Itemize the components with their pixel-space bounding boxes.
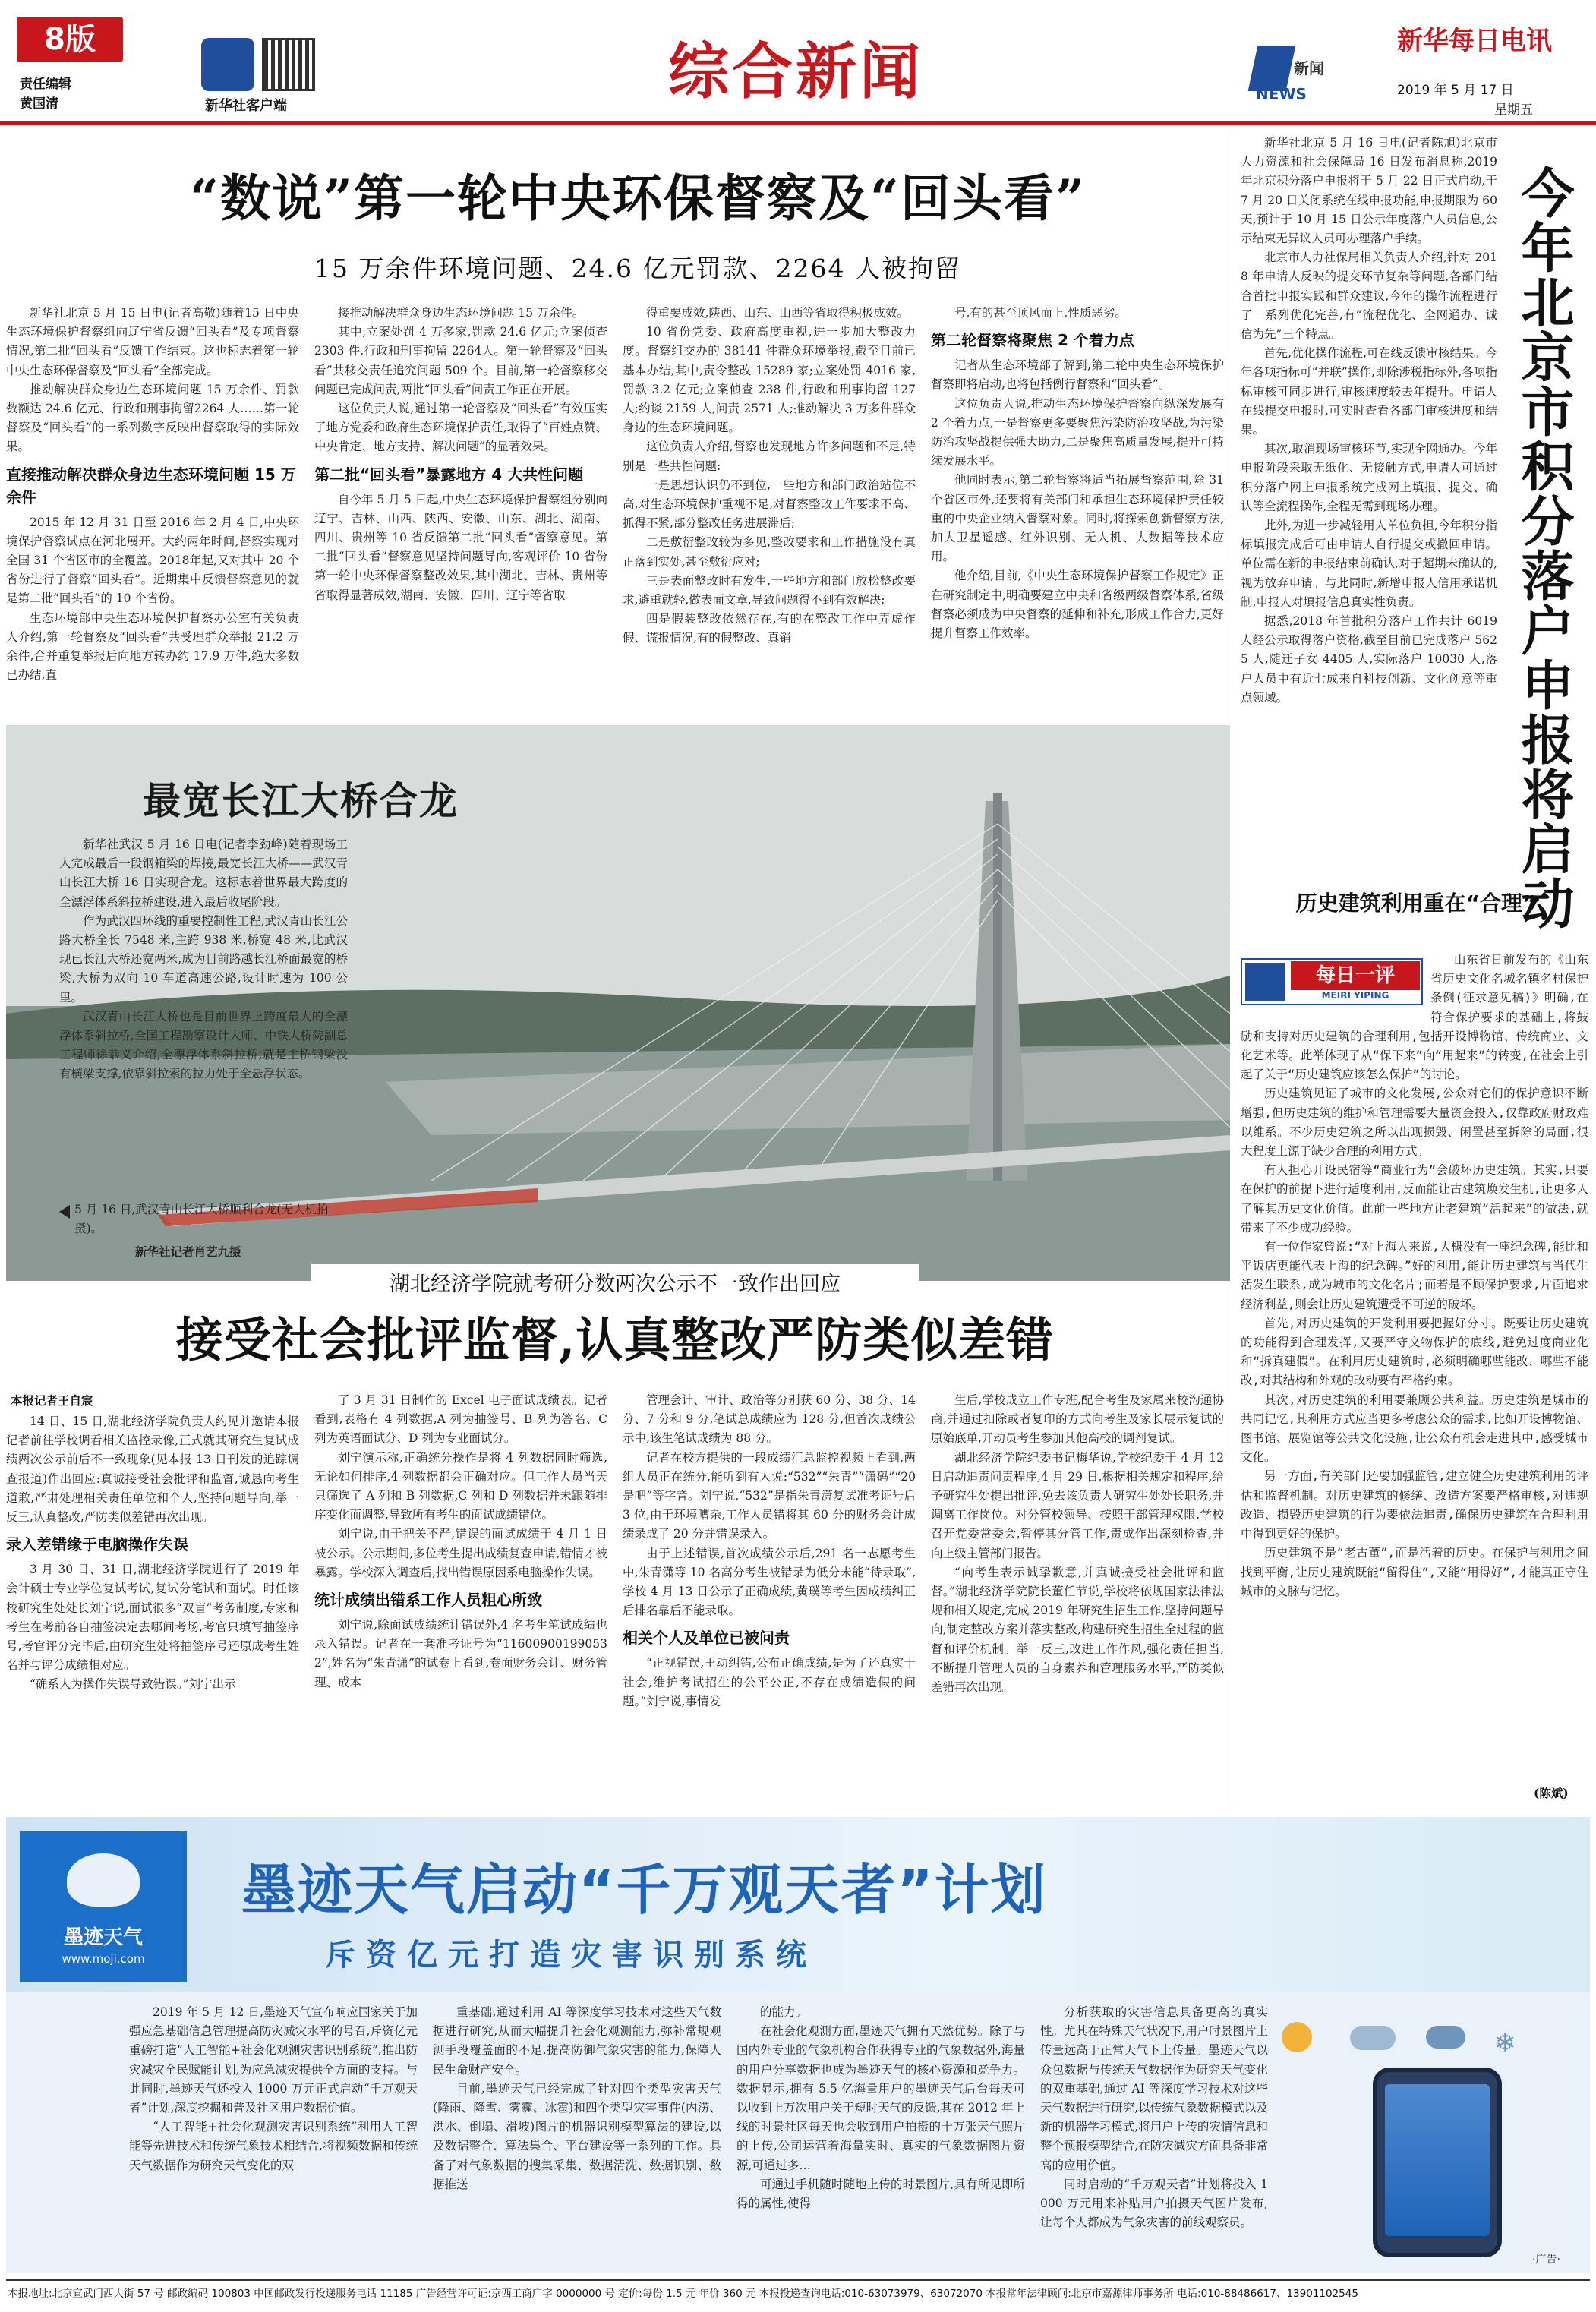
ad-col3-paras xyxy=(736,2003,1025,2213)
lead-subhead: 15 万余件环境问题、24.6 亿元罚款、2264 人被拘留 xyxy=(314,254,961,283)
ad-subhead: 斥资亿元打造灾害识别系统 xyxy=(325,1938,817,1973)
section-title: 综合新闻 xyxy=(668,36,923,107)
ad-headline: 墨迹天气启动“千万观天者”计划 xyxy=(241,1858,1047,1922)
paragraph: 有人担心开设民宿等“商业行为”会破坏历史建筑。其实,只要在保护的前提下进行适度利用,反而能让古建筑焕发生机,让更多人了解其历史文化价值。此前一些地方让老建筑“活起来”的做法,就带来了不少成功经验。 xyxy=(1241,1163,1588,1235)
paragraph: 北京市人力社保局相关负责人介绍,针对 2018 年申请人反映的提交环节复杂等问题,各部门结合首批申报实践和群众建议,今年的操作流程进行了一系列优化完善,有“流程优化、全网通办、诚信为先”三个特点。 xyxy=(1241,251,1497,342)
footer-text: 本报地址:北京宣武门西大街 57 号 邮政编码 100803 中国邮政发行投递服务电话 11185 广告经营许可证:京西工商广字 0000000 号 定价:每份 1.5 元 年价 360 元 本报投递查询电话:010-63073979、63072070 本报常年法律顾问:北京市嘉源律师事务所 电话:010-88486617、13901102545 xyxy=(8,2288,1358,2300)
paragraph: 接推动解决群众身边生态环境问题 15 万余件。 xyxy=(338,306,585,320)
paragraph: 目前,墨迹天气已经完成了针对四个类型灾害天气(降雨、降雪、雾霾、冰雹)和四个类型灾害事件(内涝、洪水、倒塌、滑坡)图片的机器识别模型算法的建设,以及数据整合、算法集合、平台建设等一系列的工作。具备了对气象数据的搜集采集、数据清洗、数据识别、数据推送 xyxy=(433,2081,721,2191)
paragraph: 作为武汉四环线的重要控制性工程,武汉青山长江公路大桥全长 7548 米,主跨 938 米,桥宽 48 米,比武汉现已长江大桥还宽两米,成为目前路越长江桥面最宽的桥梁,大桥为双向 10 车道高速公路,设计时速为 100 公里。 xyxy=(59,913,348,1005)
bridge-text-box xyxy=(59,835,348,1184)
page-number: 8版 xyxy=(44,22,96,57)
paragraph: 的能力。 xyxy=(760,2005,808,2019)
paragraph: 二是敷衍整改较为多见,整改要求和工作措施没有真正落到实处,甚至敷衍应对; xyxy=(623,535,916,569)
ad-col4-paras xyxy=(1040,2003,1268,2232)
comment-badge-pinyin: MEIRI YIPING xyxy=(1321,990,1389,1001)
paragraph: 推动解决群众身边生态环境问题 15 万余件、罚款数额达 24.6 亿元、行政和刑事拘留2264 人……第一轮督察及“回头看”的一系列数字反映出督察取得的实际效果。 xyxy=(6,382,299,454)
sidebar-story-title: 今年北京市积分落户申报将启动 xyxy=(1512,166,1575,931)
bridge-photo-credit: 新华社记者肖艺九摄 xyxy=(135,1245,241,1259)
paragraph: 另一方面,有关部门还要加强监管,建立健全历史建筑利用的评估和监督机制。对历史建筑的修缮、改造方案要严格审核,对违规改造、损毁历史建筑的行为要依法追责,确保历史建筑在合理利用中得到更好的保护。 xyxy=(1241,1469,1588,1541)
lead-column-4 xyxy=(931,304,1224,714)
paragraph: 四是假装整改依然存在,有的在整改工作中弄虚作假、谎报情况,有的假整改、真销 xyxy=(623,612,916,645)
paragraph: 在社会化观测方面,墨迹天气拥有天然优势。除了与国内外专业的气象机构合作获得专业的气象数据外,海量的用户分享数据也成为墨迹天气的核心资源和竞争力。数据显示,拥有 5.5 亿海量用户的墨迹天气后台每天可以收到上万次用户关于短时天气的反馈,其在 2012 年上线的时景社区每天也会收到用户拍摄的十万张天气照片的上传,公司运营着海量实时、真实的气象数据图片资源,可通过多… xyxy=(736,2024,1025,2172)
rain-icon xyxy=(1426,2026,1465,2049)
paragraph: 历史建筑见证了城市的文化发展,公众对它们的保护意识不断增强,但历史建筑的维护和管理需要大量资金投入,仅靠政府财政难以维系。不少历史建筑之所以出现损毁、闲置甚至拆除的局面,很大程度上源于缺少合理的利用方式。 xyxy=(1241,1087,1588,1159)
client-app-icon xyxy=(201,38,254,91)
paragraph: 武汉青山长江大桥也是目前世界上跨度最大的全漂浮体系斜拉桥,全国工程勘察设计大师、中铁大桥院副总工程师徐恭义介绍,全漂浮体系斜拉桥,就是主桥钢梁没有横梁支撑,依靠斜拉索的拉力处于全悬浮状态。 xyxy=(59,1009,348,1081)
paragraph: 14 日、15 日,湖北经济学院负责人约见并邀请本报记者前往学校调看相关监控录像,正式就其研究生复试成绩两次公示前后不一致现象(见本报 13 日刊发的追踪调查报道)作出回应:真诚接受社会批评和监督,诚恳向考生道歉,严肃处理相关责任单位和个人,坚持问题导向,举一反三,认真整改,严防类似差错再次出现。 xyxy=(6,1415,299,1525)
paragraph: 此外,为进一步减轻用人单位负担,今年积分指标填报完成后可由申请人自行提交或撤回申请。单位需在新的申报结束前确认,对于超期未确认的,视为放弃申请。与此同时,新增申报人信用承诺机制,申报人对填报信息真实性负责。 xyxy=(1241,519,1497,609)
comment-float-spacer xyxy=(1241,951,1430,1019)
paragraph: 了 3 月 31 日制作的 Excel 电子面试成绩表。记者看到,表格有 4 列数据,A 列为抽签号、B 列为答名、C 列为英语面试分、D 列为专业面试分。 xyxy=(314,1393,607,1446)
comment-badge-text: 每日一评 xyxy=(1291,961,1420,990)
bridge-title: 最宽长江大桥合龙 xyxy=(143,778,459,823)
subhead: 第二批“回头看”暴露地方 4 大共性问题 xyxy=(314,465,584,484)
subhead: 统计成绩出错系工作人员粗心所致 xyxy=(314,1591,542,1610)
hubei-column-3 xyxy=(623,1391,916,1801)
ad-column-2 xyxy=(433,2003,721,2265)
issue-date: 2019 年 5 月 17 日 xyxy=(1397,83,1514,98)
hubei-column-2 xyxy=(314,1391,607,1801)
editor-name: 黄国清 xyxy=(20,96,58,112)
paragraph: 其次,对历史建筑的利用要兼顾公共利益。历史建筑是城市的共同记忆,其利用方式应当更多考虑公众的需求,比如开设博物馆、图书馆、展览馆等公共文化设施,让公众有机会走进其中,感受城市文化。 xyxy=(1241,1393,1588,1465)
paragraph: 2015 年 12 月 31 日至 2016 年 2 月 4 日,中央环境保护督察试点在河北展开。大约两年时间,督察实现对全国 31 个省区市的全覆盖。2018年起,又对其中 20 个省份进行了督察“回头看”。近期集中反馈督察意见的就是第二批“回头看”的 10 个省份。 xyxy=(6,515,299,606)
cloud-icon xyxy=(1350,2026,1396,2050)
ad-phone-illustration xyxy=(1373,2068,1502,2257)
paragraph: 其中,立案处罚 4 万多家,罚款 24.6 亿元;立案侦查 2303 件,行政和刑事拘留 2264人。第一轮督察及“回头看”共移交责任追究问题 509 个。目前,第一轮督察移交问题已完成问责,两批“回头看”问责工作正在开展。 xyxy=(314,325,607,396)
paragraph: 有一位作家曾说:“对上海人来说,大概没有一座纪念碑,能比和平饭店更能代表上海的纪念碑。”好的利用,能让历史建筑与当代生活发生联系,成为城市的文化名片;而若是不顾保护要求,片面追求经济利益,则会让历史建筑遭受不可逆的破坏。 xyxy=(1241,1240,1588,1311)
paragraph: 首先,对历史建筑的开发利用要把握好分寸。既要让历史建筑的功能得到合理发挥,又要严守文物保护的底线,避免过度商业化和“拆真建假”。在利用历史建筑时,必须明确哪些能改、哪些不能改,对其结构和外观的改动要有严格约束。 xyxy=(1241,1316,1588,1388)
paragraph: 记者在校方提供的一段成绩汇总监控视频上看到,两组人员正在统分,能听到有人说:“532”“朱青”“潇码”“20 是吧”等字音。刘宁说,“532”是指朱青潇复试准考证号后 3 位,由于环境嘈杂,工作人员错将其 60 分的财务会计成绩录成了 20 分并错误录入。 xyxy=(623,1450,916,1541)
paragraph: 得重要成效,陕西、山东、山西等省取得积极成效。 xyxy=(646,306,909,320)
ad-logo-icon xyxy=(67,1853,140,1907)
paragraph: 2019 年 5 月 12 日,墨迹天气宣布响应国家关于加强应急基础信息管理提高防灾减灾水平的号召,斥资亿元重磅打造“人工智能+社会化观测灾害识别系统”,推出防灾减灾全民赋能计划,为应急减灾提供全方面的支持。与此同时,墨迹天气还投入 1000 万元正式启动“千万观天者”计划,深度挖掘和普及社区用户数据价值。 xyxy=(129,2005,418,2115)
hubei-byline: 本报记者王自宸 xyxy=(11,1394,93,1408)
sidebar-story-paras xyxy=(1241,134,1497,708)
snow-icon: ❄ xyxy=(1494,2028,1516,2058)
issue-weekday: 星期五 xyxy=(1494,103,1533,118)
subhead: 录入差错缘于电脑操作失误 xyxy=(6,1535,188,1554)
news-logo-icon xyxy=(1253,46,1325,106)
hubei-headline: 接受社会批评监督,认真整改严防类似差错 xyxy=(175,1312,1055,1367)
paragraph: 可通过手机随时随地上传的时景图片,具有所见即所得的属性,使得 xyxy=(736,2177,1025,2211)
paragraph: 刘宁演示称,正确统分操作是将 4 列数据同时筛选,无论如何排序,4 列数据都会正确对应。但工作人员当天只筛选了 A 列和 B 列数据,C 列和 D 列数据并未跟随排序变化而调整,导致所有考生的面试成绩错位。 xyxy=(314,1450,607,1522)
subhead: 直接推动解决群众身边生态环境问题 15 万余件 xyxy=(6,465,296,506)
paragraph: 新华社武汉 5 月 16 日电(记者李劲峰)随着现场工人完成最后一段钢箱梁的焊接,最宽长江大桥——武汉青山长江大桥 16 日实现合龙。这标志着世界最大跨度的全漂浮体系斜拉桥建设,进入最后收尾阶段。 xyxy=(59,837,348,909)
paragraph: “确系人为操作失误导致错误。”刘宁出示 xyxy=(30,1677,236,1692)
paragraph: 生后,学校成立工作专班,配合考生及家属来校沟通协商,并通过扣除或者复印的方式向考生及家长展示复试的原始底单,开动员考生参加其他高校的调剂复试。 xyxy=(931,1393,1224,1446)
paragraph: 三是表面整改时有发生,一些地方和部门放松整改要求,避重就轻,做表面文章,导致问题得不到有效解决; xyxy=(623,573,916,607)
hubei-column-1 xyxy=(6,1412,299,1799)
paragraph: 这位负责人说,推动生态环境保护督察向纵深发展有 2 个着力点,一是督察更多要聚焦污染防治攻坚战,为污染防治攻坚战提供强大助力,二是聚焦高质量发展,提升可持续发展水平。 xyxy=(931,396,1224,468)
paragraph: 历史建筑不是“老古董”,而是活着的历史。在保护与利用之间找到平衡,让历史建筑既能“留得住”,又能“用得好”,才能真正守住城市的文脉与记忆。 xyxy=(1241,1546,1588,1598)
paragraph: 3 月 30 日、31 日,湖北经济学院进行了 2019 年会计硕士专业学位复试考试,复试分笔试和面试。时任该校研究生处处长刘宁说,面试很多“双盲”考务制度,专家和考生在考前各自抽签决定去哪间考场,考官只填写抽签序号,考官评分完毕后,由研究生处将抽签序号还原成考生姓名并与评分成绩相对应。 xyxy=(6,1563,299,1673)
bridge-caption: 5 月 16 日,武汉青山长江大桥顺利合龙(无人机拍摄)。 xyxy=(74,1203,329,1235)
hubei-column-4 xyxy=(931,1391,1224,1801)
lead-column-3 xyxy=(623,304,916,714)
paragraph: 他同时表示,第二轮督察将适当拓展督察范围,除 31 个省区市外,还要将有关部门和承担生态环境保护责任较重的中央企业纳入督察对象。同时,将探索创新督察方法,加大卫星遥感、红外识别、无人机、大数据等技术应用。 xyxy=(931,473,1224,564)
ad-logo-text: 墨迹天气 xyxy=(63,1926,143,1949)
footer-rule xyxy=(6,2279,1590,2281)
subhead: 相关个人及单位已被问责 xyxy=(623,1629,790,1648)
paragraph: 新华社北京 5 月 15 日电(记者高敬)随着15 日中央生态环境保护督察组向辽宁省反馈“回头看”及专项督察情况,第二批“回头看”反馈工作结束。这也标志着第一轮中央生态环保督察及“回头看”全部完成。 xyxy=(6,306,299,377)
paper-name: 新华每日电讯 xyxy=(1397,26,1552,56)
paragraph: 湖北经济学院纪委书记梅华说,学校纪委于 4 月 12 日启动追责问责程序,4 月 29 日,根据相关规定和程序,给予研究生处提出批评,免去该负责人研究生处处长职务,并调离工作岗位。对分管校领导、按照干部管理权限,学校召开党委常委会,暂停其分管工作,责成作出深刻检查,并向上级主管部门报告。 xyxy=(931,1450,1224,1560)
paragraph: 这位负责人介绍,督察也发现地方许多问题和不足,特别是一些共性问题: xyxy=(623,440,916,473)
paragraph: 生态环境部中央生态环境保护督察办公室有关负责人介绍,第一轮督察及“回头看”共受理群众举报 21.2 万余件,合并重复举报后向地方转办约 17.9 万件,绝大多数已办结,直 xyxy=(6,610,299,683)
ad-logo-box xyxy=(20,1831,187,1982)
news-logo-text: NEWS xyxy=(1256,85,1307,103)
phone-screen xyxy=(1385,2084,1490,2236)
news-logo-n xyxy=(1248,46,1296,91)
ad-column-4 xyxy=(1040,2003,1268,2265)
paragraph: 记者从生态环境部了解到,第二轮中央生态环境保护督察即将启动,也将包括例行督察和“回头看”。 xyxy=(931,358,1224,392)
paragraph: 由于上述错误,首次成绩公示后,291 名一志愿考生中,朱青潇等 10 名高分考生被错录为低分未能“待录取”,学校 4 月 13 日公示了正确成绩,黄璞等考生因成绩纠正后排名靠后不能录取。 xyxy=(623,1546,916,1618)
editor-label: 责任编辑 xyxy=(20,77,71,92)
lead-column-1 xyxy=(6,304,299,714)
sidebar-story-body xyxy=(1241,134,1497,847)
paragraph: 这位负责人说,通过第一轮督察及“回头看”有效压实了地方党委和政府生态环境保护责任,取得了“百姓点赞、中央肯定、地方支持、解决问题”的显著效果。 xyxy=(314,402,607,454)
paragraph: 分析获取的灾害信息具备更高的真实性。尤其在特殊天气状况下,用户时景图片上传量远高于正常天气下上传量。墨迹天气以众包数据与传统天气数据作为研究天气变化的双重基础,通过 AI 等深度学习技术对这些天气数据进行研究,以传统气象数据模式以及新的机器学习模式,将用户上传的灾情信息和整个预报模型结合,在防灾减灾方面具备非常高的应用价值。 xyxy=(1040,2005,1268,2172)
ad-column-1 xyxy=(129,2003,418,2265)
comment-title: 历史建筑利用重在“合理” xyxy=(1295,891,1537,916)
paragraph: “人工智能+社会化观测灾害识别系统”利用人工智能等先进技术和传统气象技术相结合,将视频数据和传统天气数据作为研究天气变化的双 xyxy=(129,2120,418,2172)
paragraph: 据悉,2018 年首批积分落户工作共计 6019 人经公示取得落户资格,截至目前已完成落户 5625 人,随迁子女 4405 人,实际落户 10030 人,落户人员中有近七成来自科技创新、文化创意等重点领域。 xyxy=(1241,614,1497,705)
ad-block xyxy=(6,1817,1590,2273)
paragraph: 刘宁说,由于把关不严,错误的面试成绩于 4 月 1 日被公示。公示期间,多位考生提出成绩复查申请,错情才被暴露。学校深入调查后,找出错误原因系电脑操作失误。 xyxy=(314,1527,607,1579)
bridge-caption-marker-icon xyxy=(59,1205,70,1219)
lead-column-2 xyxy=(314,304,607,714)
ad-column-3 xyxy=(736,2003,1025,2265)
qr-code-icon xyxy=(262,38,315,91)
paragraph: 首先,优化操作流程,可在线反馈审核结果。今年各项指标可“并联”操作,即除涉税指标外,各项指标审核可同步进行,审核速度较去年提升。申请人在线提交申报时,可实时查看各部门审核进度和结果。 xyxy=(1241,346,1497,437)
paragraph: 其次,取消现场审核环节,实现全网通办。今年申报阶段采取无纸化、无接触方式,申请人可通过积分落户网上申报系统完成网上填报、提交、确认等全流程操作,全程无需到现场办理。 xyxy=(1241,442,1497,513)
comment-paras xyxy=(1241,951,1588,1601)
bridge-photo xyxy=(6,725,1230,1281)
ad-col2-paras xyxy=(433,2003,721,2194)
paragraph: 管理会计、审计、政治等分别获 60 分、38 分、14 分、7 分和 9 分,笔试总成绩应为 128 分,但首次成绩公示中,该生笔试成绩为 88 分。 xyxy=(623,1393,916,1446)
ad-tag: ·广告· xyxy=(1532,2254,1560,2266)
lead-headline: “数说”第一轮中央环保督察及“回头看” xyxy=(190,169,1086,228)
paragraph: 号,有的甚至顶风而上,性质恶劣。 xyxy=(954,306,1127,320)
paragraph: 他介绍,目前,《中央生态环境保护督察工作规定》正在研究制定中,明确要建立中央和省级两级督察体系,省级督察必须成为中央督察的延伸和补充,形成工作合力,更好提升督察工作效率。 xyxy=(931,569,1224,641)
bridge-paras xyxy=(59,835,348,1084)
client-label: 新华社客户端 xyxy=(205,98,287,114)
paragraph: 刘宁说,除面试成绩统计错误外,4 名考生笔试成绩也录入错误。记者在一套准考证号为“116009001990532”,姓名为“朱青潇”的试卷上看到,卷面财务会计、财务管理、成本 xyxy=(314,1618,607,1689)
paragraph: 一是思想认识仍不到位,一些地方和部门政治站位不高,对生态环境保护重视不足,对督察整改工作要求不高、抓得不紧,部分整改任务进展滞后; xyxy=(623,478,916,531)
ad-logo-url: www.moji.com xyxy=(62,1952,145,1966)
paragraph: 重基础,通过利用 AI 等深度学习技术对这些天气数据进行研究,从而大幅提升社会化观测能力,弥补常规观测手段覆盖面的不足,提高防御气象灾害的能力,保障人民生命财产安全。 xyxy=(433,2005,721,2077)
paragraph: 自今年 5 月 5 日起,中央生态环境保护督察组分别向辽宁、吉林、山西、陕西、安徽、山东、湖北、湖南、四川、贵州等 10 省反馈第二批“回头看”督察意见。第二批“回头看”督察意见坚持问题导向,客观评价 10 省份第一轮中央环保督察整改效果,其中湖北、吉林、贵州等省取得显著成效,湖南、安徽、四川、辽宁等省取 xyxy=(314,492,607,602)
masthead xyxy=(0,0,1596,121)
paragraph: “正视错误,王动纠错,公布正确成绩,是为了还真实于社会,维护考试招生的公平公正,不存在成绩造假的问题。”刘宁说,事情发 xyxy=(623,1656,916,1708)
paragraph: 山东省日前发布的《山东省历史文化名城名镇名村保护条例(征求意见稿)》明确,在符合保护要求的基础上,将鼓励和支持对历史建筑的合理利用,包括开设博物馆、传统商业、文化艺术等。此举体现了从“保下来”向“用起来”的转变,在社会上引起了关于“历史建筑应该怎么保护”的讨论。 xyxy=(1241,953,1588,1082)
news-logo-cn: 新闻 xyxy=(1294,59,1324,77)
hubei-kicker: 湖北经济学院就考研分数两次公示不一致作出回应 xyxy=(311,1264,919,1297)
subhead: 第二轮督察将聚焦 2 个着力点 xyxy=(931,331,1134,350)
paragraph: 新华社北京 5 月 16 日电(记者陈旭)北京市人力资源和社会保障局 16 日发布消息称,2019 年北京积分落户申报将于 5 月 22 日正式启动,于 7 月 20 日关闭系统在线申报功能,申报期限为 60 天,预计于 10 月 15 日公示年度落户人员信息,公示结束无异议人员可办理落户手续。 xyxy=(1241,136,1497,246)
paragraph: 同时启动的“千万观天者”计划将投入 1000 万元用来补贴用户拍摄天气图片发布,让每个人都成为气象灾害的前线观察员。 xyxy=(1040,2177,1268,2230)
comment-body xyxy=(1241,951,1588,1805)
paragraph: “向考生表示诚挚歉意,并真诚接受社会批评和监督。”湖北经济学院院长董任节说,学校将依规国家法律法规和相关规定,完成 2019 年研究生招生工作,坚持问题导向,制定整改方案并落实整改,构建研究生招生全过程的监督和评价机制。举一反三,改进工作作风,强化责任担当,不断提升管理人员的自身素养和管理服务水平,严防类似差错再次出现。 xyxy=(931,1565,1224,1695)
ad-col1-paras xyxy=(129,2003,418,2175)
masthead-rule xyxy=(0,121,1596,125)
comment-signature: (陈斌) xyxy=(1534,1786,1569,1800)
sun-icon xyxy=(1282,2022,1312,2052)
paragraph: 10 省份党委、政府高度重视,进一步加大整改力度。督察组交办的 38141 件群众环境举报,截至目前已基本办结,其中,责令整改 15289 家;立案处罚 4016 家,罚款 3.2 亿元;立案侦查 238 件,行政和刑事拘留 127 人;约谈 2159 人,问责 2571 人;推动解决 3 万多件群众身边的生态环境问题。 xyxy=(623,325,916,435)
